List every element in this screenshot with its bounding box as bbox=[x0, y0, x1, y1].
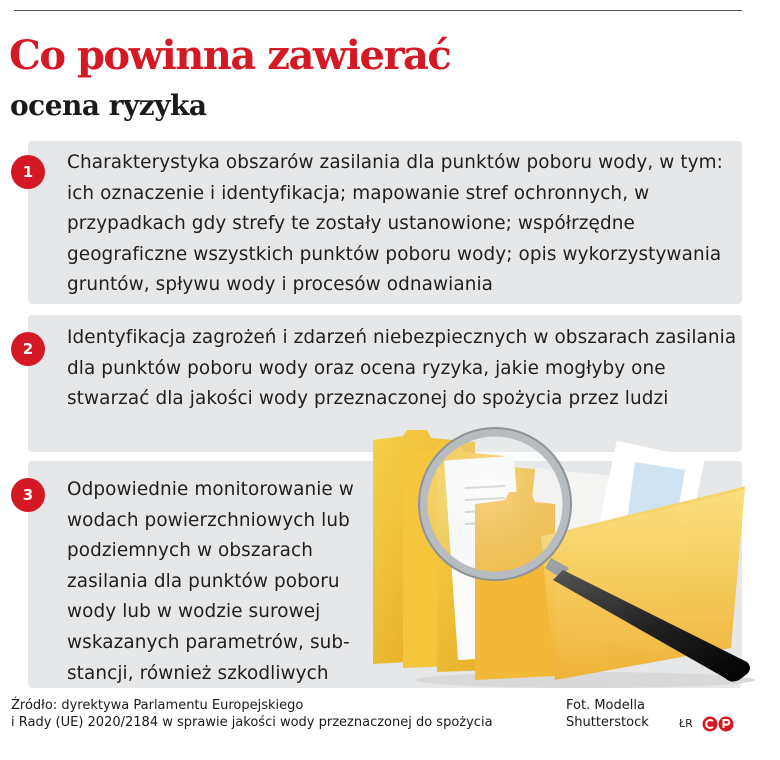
item-2-number-badge: 2 bbox=[11, 332, 45, 366]
folders-magnifier-illustration bbox=[355, 418, 755, 688]
author-initials: ŁR bbox=[679, 717, 693, 730]
photo-credit: Fot. Modella Shutterstock bbox=[566, 698, 649, 730]
item-3-number-badge: 3 bbox=[11, 478, 45, 512]
item-1-number-badge: 1 bbox=[11, 155, 45, 189]
page-title: Co powinna zawierać bbox=[9, 32, 451, 79]
item-2-text: Identyfikacja zagrożeń i zdarzeń niebezpiecznych w obszarach zasilania dla punktów poboru wody oraz ocena ryzyka, jakie mogłyby one stwarzać dla jakości wody przeznaczonej do spożycia przez ludzi bbox=[67, 327, 737, 410]
item-1-text: Charakterystyka obszarów zasilania dla punktów poboru wody, w tym: ich oznaczenie i identyfikacja; mapowanie stref ochronnych, w przypadkach gdy strefy te zostały ustanowione; współrzędne geograficzne wszystkich punktów poboru wody; opis wykorzystywania gruntów, spływu wody i procesów odnawiania bbox=[67, 152, 723, 296]
top-rule bbox=[14, 10, 742, 11]
item-3-text: Odpowiednie monitorowanie w wodach powierzchniowych lub podziemnych w obszarach zasilania dla punktów poboru wody lub w wodzie surowej wskazanych parametrów, substancji, również szkodliwych bbox=[67, 479, 354, 684]
source-note: Źródło: dyrektywa Parlamentu Europejskiego i Rady (UE) 2020/2184 w sprawie jakości wody przeznaczonej do spożycia bbox=[11, 698, 493, 730]
cp-logo-icon bbox=[701, 715, 735, 733]
page-subtitle: ocena ryzyka bbox=[10, 89, 207, 122]
